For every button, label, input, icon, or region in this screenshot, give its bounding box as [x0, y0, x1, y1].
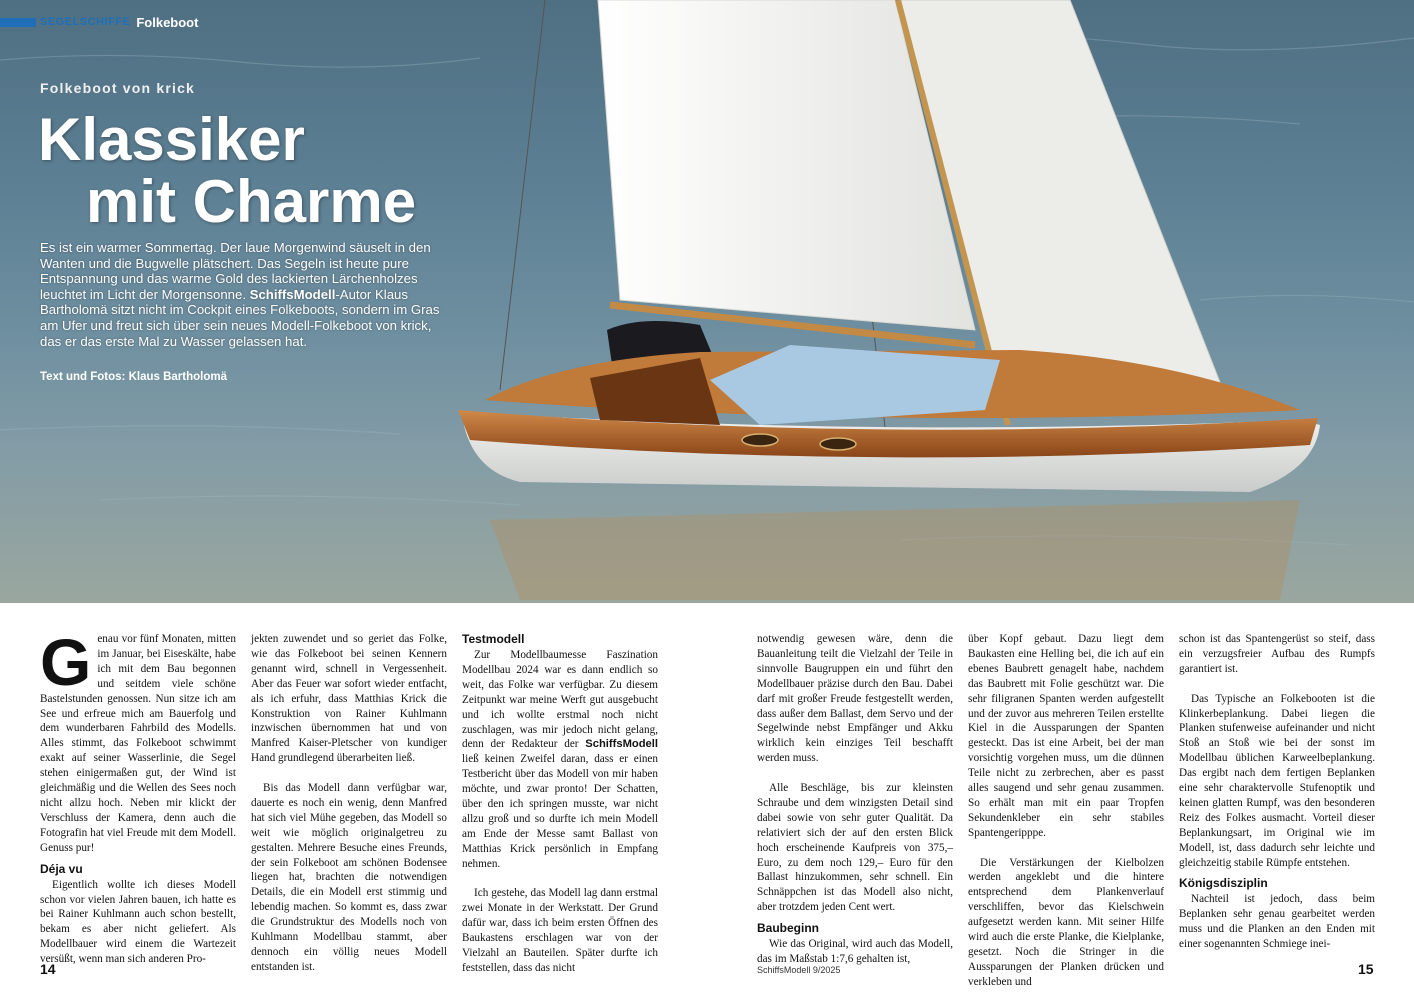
page-number-left: 14: [40, 961, 56, 977]
page-number-right: 15: [1358, 961, 1374, 977]
subheading: Königsdisziplin: [1179, 876, 1268, 891]
paragraph: jekten zuwendet und so geriet das Folke, wie das Folkeboot bei seinen Kennern genannt wird, schnell in Vergessenheit. Aber das Feuer war sofort wieder entfacht, als ich erfuhr, dass Matthias Krick die Konstruktion von Rainer Kuhlmann inzwischen übernommen hat und von Manfred Kaiser-Pletscher von kundiger Hand grundlegend überarbeiten ließ.: [251, 633, 447, 765]
paragraph: Das Typische an Folkebooten ist die Klinkerbeplankung. Dabei liegen die Planken stufenweise aufeinander und nicht Stoß an Stoß wie bei der sonst im Modellbau üblichen Karweelbeplankung. Das ergibt nach dem fertigen Beplanken eine sehr charaktervolle Stufenoptik und keinen glatten Rumpf, was den besonderen Reiz des Folkes ausmacht. Vorteil dieser Beplankungsart, im Original wie im Modell, ist, dass dadurch sehr leichte und gleichzeitig stabile Rümpfe entstehen.: [1179, 692, 1375, 869]
porthole-icon: [742, 434, 778, 446]
paragraph: Wie das Original, wird auch das Modell, das im Maßstab 1:7,6 gehalten ist,: [757, 938, 953, 966]
paragraph: [462, 648, 658, 872]
column-6: [1179, 632, 1375, 952]
paragraph: notwendig gewesen wäre, denn die Bauanleitung teilt die Vielzahl der Teile in sinnvolle Baugruppen ein und führt den Modellbauer präzise durch den Bau. Dabei darf mit großer Freude festgestellt werden, dass außer dem Ballast, dem Servo und der Segelwinde nebst Empfänger und Akku wirklich kein einziges Teil beschafft werden muss.: [757, 633, 953, 765]
paragraph: Nachteil ist jedoch, dass beim Beplanken sehr genau gearbeitet werden muss und die Planken an den Enden mit einer sogenannten Schmiege inei-: [1179, 893, 1375, 951]
paragraph: Alle Beschläge, bis zur kleinsten Schraube und dem winzigsten Detail sind dabei sowie von sehr guter Qualität. Da relativiert sich der auf den ersten Blick hoch erscheinende Kaufpreis von 375,– Euro, zu dem noch 129,– Euro für den Ballast hinzukommen, sehr schnell. Ein Schnäppchen ist das Modell also nicht, aber trotzdem jeden Cent wert.: [757, 782, 953, 914]
intro-part-2: -Autor Klaus Bartholomä sitzt nicht im Cockpit eines Folkeboots, sondern im Gras am Ufer und freut sich über sein neues Modell-Folkeboot von krick, das er das erste Mal zu Wasser gelassen hat.: [40, 286, 440, 349]
paragraph: Bis das Modell dann verfügbar war, dauerte es noch ein wenig, denn Manfred hat sich viel Mühe gegeben, das Modell so weit wie möglich originalgetreu zu gestalten. Mehrere Besuche eines Freunds, der sein Folkeboot am schönen Bodensee liegen hat, brachten die notwendigen Details, die ein Modell erst stimmig und lebendig machen. So kommt es, dass zwar die Grundstruktur des Modells noch von Kuhlmann Modellbau stammt, aber dennoch ein völlig neues Modell entstanden ist.: [251, 782, 447, 973]
porthole-icon: [820, 438, 856, 450]
paragraph-text: enau vor fünf Monaten, mitten im Januar, bei Eiseskälte, habe ich mit dem Bau begonnen und seitdem viele schöne Bastelstunden genossen. Nun sitze ich am See und erfreue mich am Bauerfolg und dem wunderbaren Fahrbild des Modells. Alles stimmt, das Folkeboot schwimmt exakt auf seiner Wasserlinie, die Segel stehen einigermaßen gut, der Wind ist gleichmäßig und die Wellen des Sees noch nicht allzu hoch. Neben mir klickt der Verschluss der Kamera, denn auch die Fotografin hat viel Freude mit dem Modell. Genuss pur!: [40, 633, 236, 854]
column-3: [462, 632, 658, 976]
magazine-issue: SchiffsModell 9/2025: [757, 965, 841, 975]
paragraph-text: ließ keinen Zweifel daran, dass er einen Testbericht über das Modell von mir haben möchte, und zwar pronto! Der Schatten, über den ich springen musste, war nicht allzu groß und so durfte ich mein Modell am Ende der Messe samt Ballast von Matthias Krick persönlich in Empfang nehmen.: [462, 753, 658, 870]
paragraph: Eigentlich wollte ich dieses Modell schon vor vielen Jahren bauen, ich hatte es bei Rainer Kuhlmann auch schon bestellt, bekam es aber nicht geliefert. Als Modellbauer wird einem die Wartezeit versüßt, wenn man sich anderen Pro-: [40, 878, 236, 966]
drop-cap: G: [40, 625, 92, 699]
column-1: [40, 625, 236, 967]
paragraph: Die Verstärkungen der Kielbolzen werden angeklebt und die hintere entsprechend dem Plankenverlauf verschliffen, bevor das Kielschwein aufgesetzt werden kann. Mit seiner Hilfe wird auch die erste Planke, die Kielplanke, gesetzt. Noch die Stringer in die Aussparungen der Planken drücken und verkleben und: [968, 856, 1164, 988]
boat-reflection: [490, 500, 1300, 600]
paragraph: Ich gestehe, das Modell lag dann erstmal zwei Monate in der Werkstatt. Der Grund dafür war, dass ich beim ersten Öffnen des Baukastens erschlagen war von der Vielzahl an Bauteilen. Später durfte ich feststellen, dass das nicht: [462, 887, 658, 975]
headline-line-2: mit Charme: [86, 168, 417, 235]
paragraph: [40, 625, 236, 856]
paragraph: schon ist das Spantengerüst so steif, dass ein verzugsfreier Aufbau des Rumpfs garantiert ist.: [1179, 633, 1375, 675]
intro-part-1: Es ist ein warmer Sommertag. Der laue Morgenwind säuselt in den Wanten und die Bugwelle plätschert. Das Segeln ist heute pure Entspannung und das warme Gold des lackierten Lärchenholzes leuchtet im Licht der Morgensonne.: [40, 240, 431, 302]
paragraph: über Kopf gebaut. Dazu liegt dem Baukasten eine Helling bei, die ich auf ein ebenes Baubrett genagelt habe, nachdem das Baubrett mit Folie geschützt war. Die sehr filigranen Spanten werden aufgestellt und der zuvor aus mehreren Teilen erstellte Kiel in die Aussparungen der Spanten gesteckt. Das ist eine Arbeit, bei der man vorsichtig vorgehen muss, um die dünnen Teile nicht zu zerbrechen, aber es passt alles saugend und sehr genau zusammen. So erhält man mit ein paar Tropfen Sekundenkleber ein sehr stabiles Spantengeripppe.: [968, 633, 1164, 839]
paragraph-text: Zur Modellbaumesse Faszination Modellbau 2024 war es dann endlich so weit, das Folke war verfügbar. Zu diesem Zeitpunkt war meine Werft gut ausgebucht und ich wollte erstmal noch nicht zuschlagen, was mir jedoch nicht gelang, denn der Redakteur der: [462, 649, 658, 751]
column-5: [968, 632, 1164, 990]
topic-label: Folkeboot: [136, 14, 199, 30]
subheading: Baubeginn: [757, 921, 819, 936]
author-credit: Text und Fotos: Klaus Bartholomä: [40, 371, 227, 383]
subheading: Déja vu: [40, 861, 83, 876]
section-header: [0, 14, 198, 30]
column-4: [757, 632, 953, 967]
intro-brand: SchiffsModell: [249, 286, 336, 302]
wave-icon: [0, 18, 36, 27]
section-label: SEGELSCHIFFE: [40, 16, 131, 28]
column-2: [251, 632, 447, 975]
intro-text: [40, 240, 452, 349]
subheading: Testmodell: [462, 632, 525, 646]
kicker: Folkeboot von krick: [40, 80, 196, 96]
headline-line-1: Klassiker: [38, 106, 305, 173]
brand-name: SchiffsModell: [585, 738, 658, 751]
